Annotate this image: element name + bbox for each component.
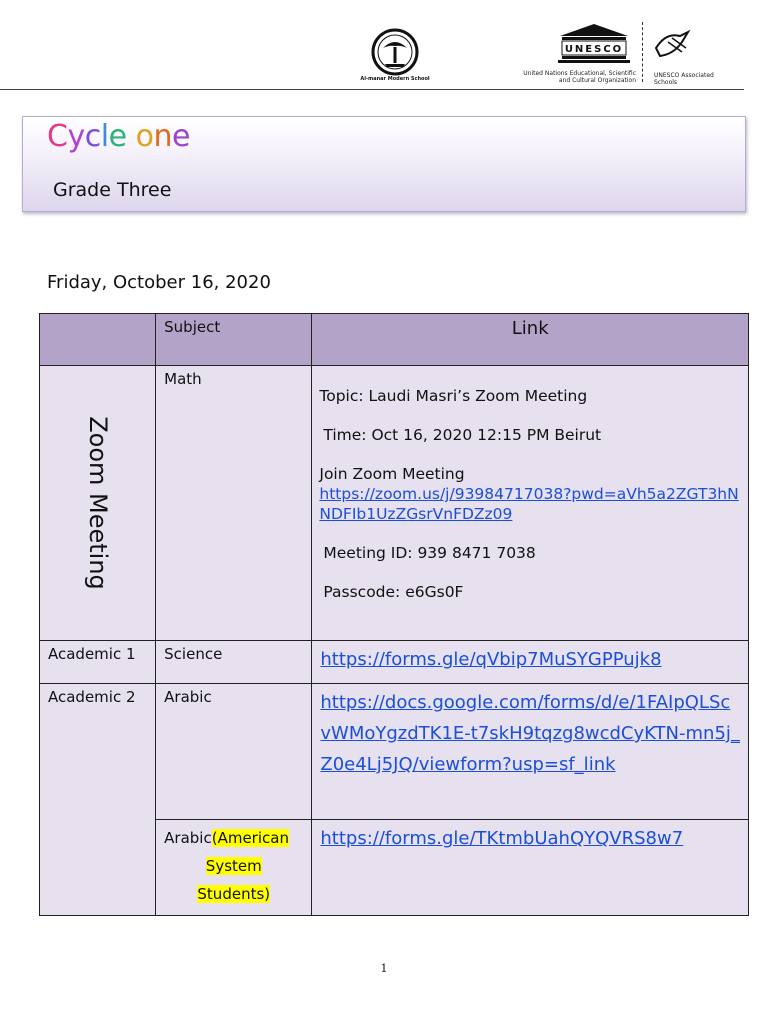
zoom-topic: Topic: Laudi Masri’s Zoom Meeting <box>319 387 588 405</box>
header-cell-empty <box>40 314 156 366</box>
zoom-passcode: Passcode: e6Gs0F <box>323 583 464 601</box>
period-academic-1: Academic 1 <box>40 641 156 684</box>
zoom-meeting-label: Zoom Meeting <box>84 416 112 590</box>
divider <box>642 22 644 82</box>
schedule-table <box>39 313 749 916</box>
table-row <box>40 641 749 684</box>
subject-math: Math <box>156 366 312 641</box>
unesco-schools-label: UNESCO Associated Schools <box>654 72 714 86</box>
school-name: Al-manar Modern School <box>360 76 430 82</box>
zoom-time: Time: Oct 16, 2020 12:15 PM Beirut <box>323 426 602 444</box>
page-date: Friday, October 16, 2020 <box>47 272 271 293</box>
school-emblem-icon <box>355 28 435 92</box>
zoom-join-label: Join Zoom Meeting <box>319 465 465 483</box>
school-logo <box>355 28 435 92</box>
page-number: 1 <box>380 962 388 975</box>
header-link: Link <box>312 314 749 366</box>
subject-arabic-american <box>156 820 312 916</box>
arabic-subject-prefix: Arabic <box>164 829 212 847</box>
header-subject: Subject <box>156 314 312 366</box>
associated-schools-icon <box>652 28 702 62</box>
american-note-2: System <box>205 857 262 875</box>
zoom-meeting-cell <box>40 366 156 641</box>
table-row <box>40 366 749 641</box>
subject-arabic: Arabic <box>156 684 312 820</box>
cycle-title: Cycle one <box>47 119 190 154</box>
zoom-meeting-id: Meeting ID: 939 8471 7038 <box>323 544 536 562</box>
cycle-banner <box>22 116 746 212</box>
period-academic-2: Academic 2 <box>40 684 156 916</box>
unesco-logo <box>518 22 714 86</box>
subject-science: Science <box>156 641 312 684</box>
grade-label: Grade Three <box>53 179 172 201</box>
table-row <box>40 684 749 820</box>
zoom-meeting-link[interactable]: https://zoom.us/j/93984717038?pwd=aVh5a2ZGT3hNNDFIb1UzZGsrVnFDZz09 <box>319 485 739 523</box>
american-note-1: (American <box>211 829 289 847</box>
table-header-row <box>40 314 749 366</box>
science-form-link[interactable]: https://forms.gle/qVbip7MuSYGPPujk8 <box>320 649 662 670</box>
arabic-american-form-link[interactable]: https://forms.gle/TKtmbUahQYQVRS8w7 <box>320 828 684 849</box>
header-rule <box>0 89 744 90</box>
zoom-details-cell <box>312 366 749 641</box>
arabic-form-link[interactable]: https://docs.google.com/forms/d/e/1FAIpQLScvWMoYgzdTK1E-t7skH9tqzg8wcdCyKTN-mn5j_Z0e4Lj5JQ/viewform?usp=sf_link <box>320 692 740 775</box>
unesco-org-name: United Nations Educational, Scientific and Cultural Organization <box>523 70 636 84</box>
american-note-3: Students) <box>197 885 271 903</box>
unesco-wordmark: UNESCO <box>564 44 624 55</box>
